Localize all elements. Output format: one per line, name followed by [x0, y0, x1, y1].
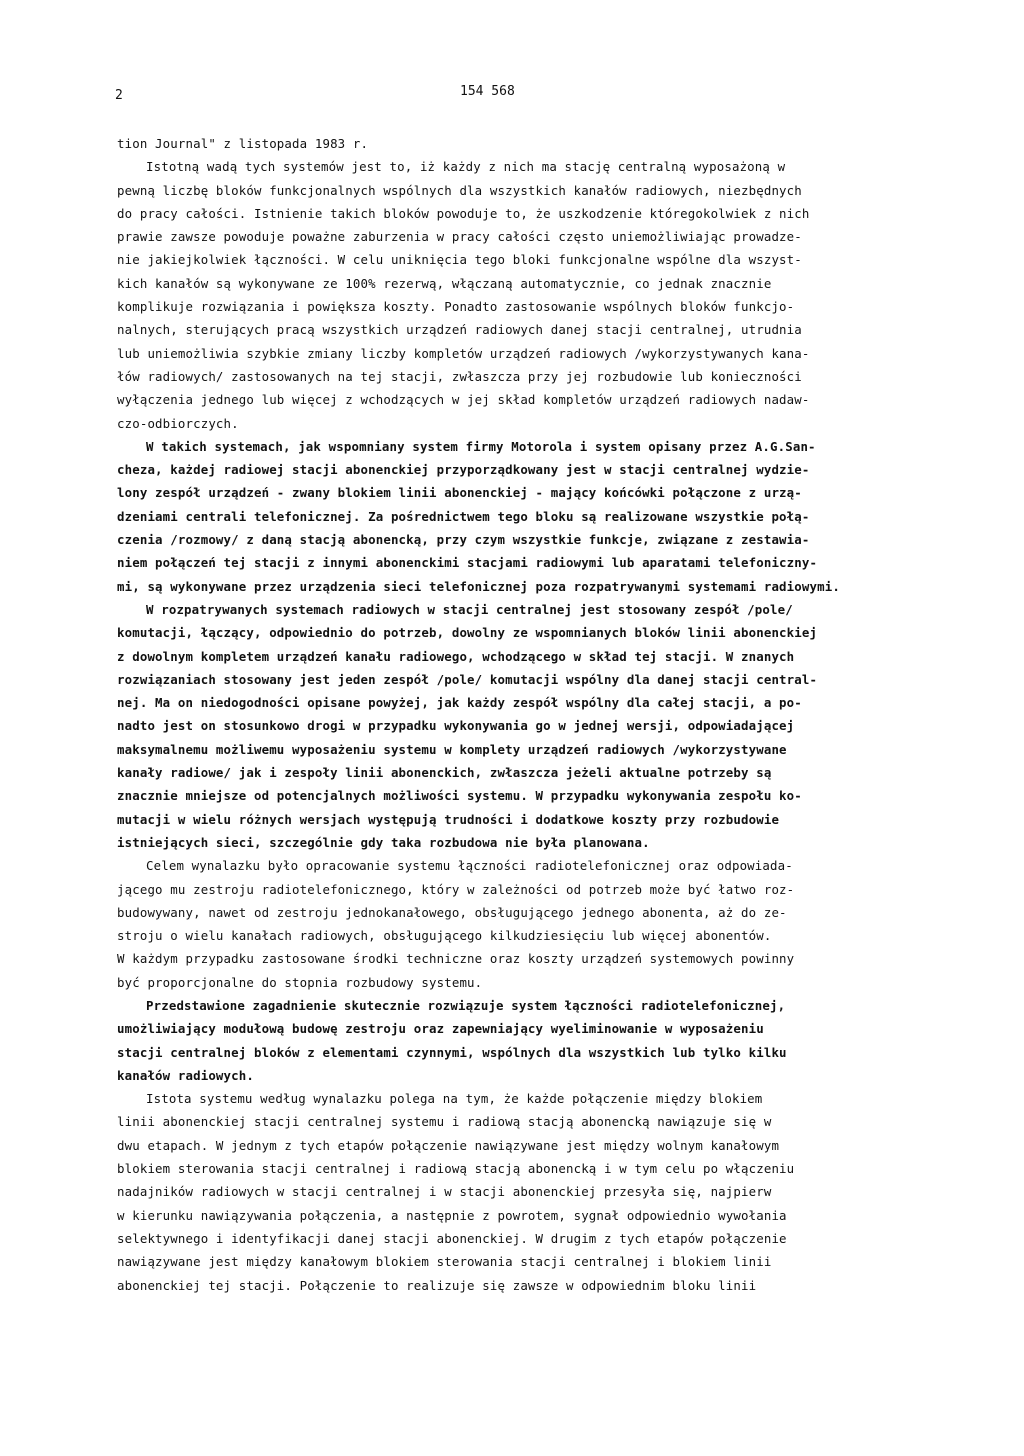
text-line: tion Journal" z listopada 1983 r. — [117, 136, 369, 151]
text-line: być proporcjonalne do stopnia rozbudowy systemu. — [117, 974, 483, 990]
text-line: komutacji, łączący, odpowiednio do potrzeb, dowolny ze wspomnianych bloków linii abonenckiej — [117, 625, 818, 641]
page-number: 2 — [115, 88, 123, 103]
text-line: nej. Ma on niedogodności opisane powyżej, jak każdy zespół wspólny dla całej stacji, a po- — [117, 695, 802, 711]
text-line: dwu etapach. W jednym z tych etapów połączenie nawiązywane jest między wolnym kanałowym — [117, 1137, 780, 1153]
text-line: Istota systemu według wynalazku polega na tym, że każde połączenie między blokiem — [146, 1091, 763, 1107]
document-number: 154 568 — [460, 84, 515, 99]
text-line: nawiązywane jest między kanałowym blokiem sterowania stacji centralnej i blokiem linii — [117, 1254, 772, 1270]
text-line: z dowolnym kompletem urządzeń kanału radiowego, wchodzącego w skład tej stacji. W znanych — [117, 648, 795, 664]
text-line: rozwiązaniach stosowany jest jeden zespół /pole/ komutacji wspólny dla danej stacji central- — [117, 671, 818, 687]
text-line: selektywnego i identyfikacji danej stacji abonenckiej. W drugim z tych etapów połączenie — [117, 1230, 787, 1246]
text-line: prawie zawsze powoduje poważne zaburzenia w pracy całości często uniemożliwiając prowadze- — [117, 229, 802, 245]
text-line: jącego mu zestroju radiotelefonicznego, który w zależności od potrzeb może być łatwo roz- — [117, 881, 795, 897]
body-text — [117, 132, 977, 1297]
text-line: W rozpatrywanych systemach radiowych w stacji centralnej jest stosowany zespół /pole/ — [146, 601, 793, 617]
text-line: czo-odbiorczych. — [117, 415, 239, 431]
text-line: nadajników radiowych w stacji centralnej i w stacji abonenckiej przesyła się, najpierw — [117, 1184, 772, 1200]
text-line: Przedstawione zagadnienie skutecznie rozwiązuje system łączności radiotelefonicznej, — [146, 997, 786, 1013]
text-line: znacznie mniejsze od potencjalnych możliwości systemu. W przypadku wykonywania zespołu ko- — [117, 788, 802, 804]
text-line: lony zespół urządzeń - zwany blokiem linii abonenckiej - mający końcówki połączone z urzą- — [117, 485, 802, 501]
text-line: W każdym przypadku zastosowane środki techniczne oraz koszty urządzeń systemowych powinny — [117, 951, 795, 967]
text-line: nie jakiejkolwiek łączności. W celu uniknięcia tego bloki funkcjonalne wspólne dla wszyst- — [117, 252, 802, 268]
text-line: wyłączenia jednego lub więcej z wchodzących w jej skład kompletów urządzeń radiowych nadaw- — [117, 392, 810, 408]
text-line: Istotną wadą tych systemów jest to, iż każdy z nich ma stację centralną wyposażoną w — [146, 159, 786, 175]
text-line: kich kanałów są wykonywane ze 100% rezerwą, włączaną automatycznie, co jednak znacznie — [117, 275, 772, 291]
text-line: blokiem sterowania stacji centralnej i radiową stacją abonencką i w tym celu po włączeniu — [117, 1161, 795, 1177]
text-line: stroju o wielu kanałach radiowych, obsługującego kilkudziesięciu lub więcej abonentów. — [117, 928, 772, 944]
text-line: kanały radiowe/ jak i zespoły linii abonenckich, zwłaszcza jeżeli aktualne potrzeby są — [117, 765, 772, 781]
text-line: lub uniemożliwia szybkie zmiany liczby kompletów urządzeń radiowych /wykorzystywanych kana- — [117, 345, 810, 361]
text-line: umożliwiający modułową budowę zestroju oraz zapewniający wyeliminowanie w wyposażeniu — [117, 1021, 764, 1037]
text-line: nadto jest on stosunkowo drogi w przypadku wykonywania go w jednej wersji, odpowiadającej — [117, 718, 795, 734]
text-line: Celem wynalazku było opracowanie systemu łączności radiotelefonicznej oraz odpowiada- — [146, 858, 793, 874]
text-line: nalnych, sterujących pracą wszystkich urządzeń radiowych danej stacji centralnej, utrudnia — [117, 322, 802, 338]
text-line: łów radiowych/ zastosowanych na tej stacji, zwłaszcza przy jej rozbudowie lub konieczności — [117, 368, 802, 384]
text-line: kanałów radiowych. — [117, 1067, 254, 1083]
text-line: mi, są wykonywane przez urządzenia sieci telefonicznej poza rozpatrywanymi systemami radiowymi. — [117, 578, 840, 594]
text-line: w kierunku nawiązywania połączenia, a następnie z powrotem, sygnał odpowiednio wywołania — [117, 1207, 787, 1223]
text-line: cheza, każdej radiowej stacji abonenckiej przyporządkowany jest w stacji centralnej wydzie- — [117, 462, 810, 478]
text-line: abonenckiej tej stacji. Połączenie to realizuje się zawsze w odpowiednim bloku linii — [117, 1277, 757, 1293]
text-line: do pracy całości. Istnienie takich bloków powoduje to, że uszkodzenie któregokolwiek z nich — [117, 205, 810, 221]
text-line: istniejących sieci, szczególnie gdy taka rozbudowa nie była planowana. — [117, 834, 650, 850]
text-line: linii abonenckiej stacji centralnej systemu i radiową stacją abonencką nawiązuje się w — [117, 1114, 772, 1130]
text-line: pewną liczbę bloków funkcjonalnych wspólnych dla wszystkich kanałów radiowych, niezbędnych — [117, 182, 802, 198]
text-line: mutacji w wielu różnych wersjach występują trudności i dodatkowe koszty przy rozbudowie — [117, 811, 780, 827]
text-line: niem połączeń tej stacji z innymi abonenckimi stacjami radiowymi lub aparatami telefoniczny- — [117, 555, 818, 571]
text-line: komplikuje rozwiązania i powiększa koszty. Ponadto zastosowanie wspólnych bloków funkcjo- — [117, 299, 795, 315]
text-line: maksymalnemu możliwemu wyposażeniu systemu w komplety urządzeń radiowych /wykorzystywane — [117, 741, 787, 757]
text-line: W takich systemach, jak wspomniany system firmy Motorola i system opisany przez A.G.San- — [146, 438, 816, 454]
text-line: czenia /rozmowy/ z daną stacją abonencką, przy czym wszystkie funkcje, związane z zestawia- — [117, 532, 810, 548]
text-line: stacji centralnej bloków z elementami czynnymi, wspólnych dla wszystkich lub tylko kilku — [117, 1044, 787, 1060]
text-line: dzeniami centrali telefonicznej. Za pośrednictwem tego bloku są realizowane wszystkie połą- — [117, 508, 810, 524]
text-line: budowywany, nawet od zestroju jednokanałowego, obsługującego jednego abonenta, aż do ze- — [117, 904, 787, 920]
